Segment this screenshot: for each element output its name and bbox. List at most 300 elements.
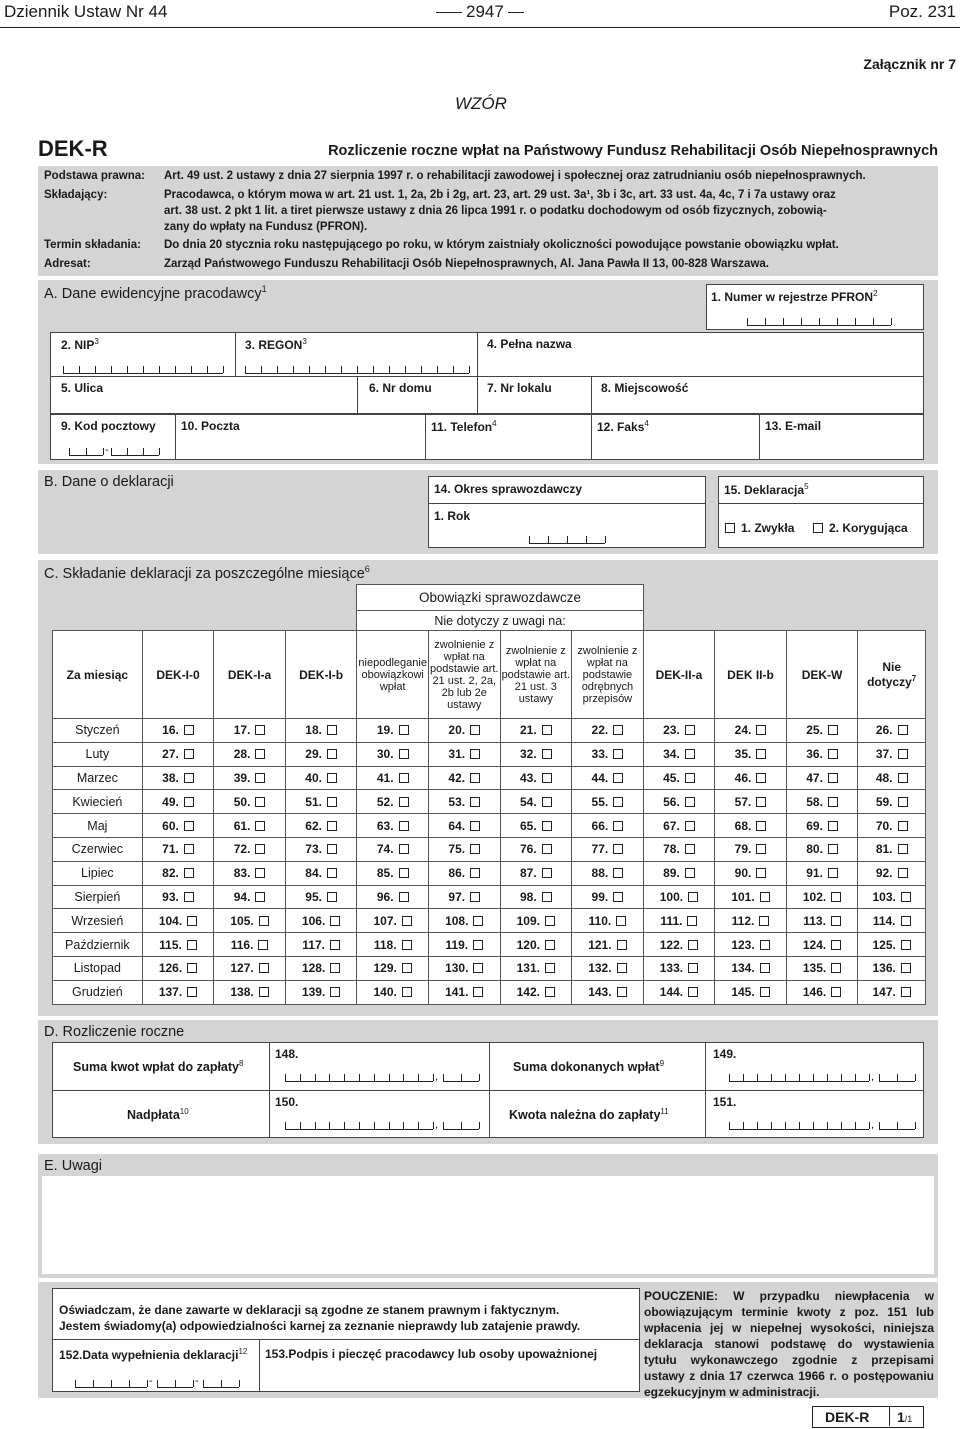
checkbox-icon[interactable] [470, 821, 480, 831]
checkbox-icon[interactable] [473, 963, 483, 973]
checkbox-icon[interactable] [898, 749, 908, 759]
checkbox-icon[interactable] [756, 868, 766, 878]
checkbox-icon[interactable] [898, 844, 908, 854]
checkbox-icon[interactable] [831, 963, 841, 973]
checkbox-icon[interactable] [756, 725, 766, 735]
checkbox-icon[interactable] [399, 773, 409, 783]
option-corrective[interactable]: 2. Korygująca [813, 521, 908, 535]
checkbox-icon[interactable] [258, 940, 268, 950]
month-checkbox-cell[interactable] [357, 790, 429, 814]
month-checkbox-cell[interactable] [786, 814, 858, 838]
month-checkbox-cell[interactable] [858, 837, 926, 861]
checkbox-icon[interactable] [688, 963, 698, 973]
checkbox-icon[interactable] [759, 916, 769, 926]
month-checkbox-cell[interactable] [572, 956, 644, 980]
checkbox-icon[interactable] [399, 868, 409, 878]
month-checkbox-cell[interactable] [142, 861, 214, 885]
month-checkbox-cell[interactable] [858, 885, 926, 909]
checkbox-icon[interactable] [613, 868, 623, 878]
month-checkbox-cell[interactable] [572, 814, 644, 838]
month-checkbox-cell[interactable] [500, 956, 572, 980]
checkbox-icon[interactable] [831, 916, 841, 926]
checkbox-icon[interactable] [685, 773, 695, 783]
checkbox-icon[interactable] [828, 725, 838, 735]
month-checkbox-cell[interactable] [428, 719, 500, 743]
month-checkbox-cell[interactable] [214, 766, 286, 790]
checkbox-icon[interactable] [470, 725, 480, 735]
checkbox-icon[interactable] [756, 821, 766, 831]
digit-input[interactable] [879, 1121, 915, 1130]
checkbox-icon[interactable] [473, 940, 483, 950]
month-checkbox-cell[interactable] [142, 790, 214, 814]
checkbox-icon[interactable] [760, 940, 770, 950]
month-checkbox-cell[interactable] [214, 742, 286, 766]
field-151[interactable]: 151. [713, 1095, 737, 1109]
checkbox-icon[interactable] [613, 892, 623, 902]
checkbox-icon[interactable] [399, 844, 409, 854]
digit-input[interactable] [69, 447, 103, 456]
email-field[interactable]: 13. E-mail [765, 419, 822, 433]
month-checkbox-cell[interactable] [500, 909, 572, 933]
checkbox-icon[interactable] [255, 821, 265, 831]
month-checkbox-cell[interactable] [428, 814, 500, 838]
month-checkbox-cell[interactable] [715, 742, 787, 766]
checkbox-icon[interactable] [828, 749, 838, 759]
checkbox-icon[interactable] [470, 868, 480, 878]
checkbox-icon[interactable] [613, 749, 623, 759]
checkbox-icon[interactable] [760, 987, 770, 997]
month-checkbox-cell[interactable] [715, 933, 787, 957]
checkbox-icon[interactable] [898, 773, 908, 783]
month-checkbox-cell[interactable] [214, 837, 286, 861]
month-checkbox-cell[interactable] [285, 742, 357, 766]
month-checkbox-cell[interactable] [858, 719, 926, 743]
digit-input[interactable] [879, 1073, 915, 1082]
checkbox-icon[interactable] [831, 940, 841, 950]
month-checkbox-cell[interactable] [858, 980, 926, 1004]
digit-input[interactable] [63, 365, 223, 374]
month-checkbox-cell[interactable] [500, 980, 572, 1004]
checkbox-icon[interactable] [255, 773, 265, 783]
checkbox-icon[interactable] [898, 821, 908, 831]
month-checkbox-cell[interactable] [715, 766, 787, 790]
checkbox-icon[interactable] [760, 963, 770, 973]
month-checkbox-cell[interactable] [786, 861, 858, 885]
checkbox-icon[interactable] [901, 916, 911, 926]
month-checkbox-cell[interactable] [858, 790, 926, 814]
checkbox-icon[interactable] [184, 725, 194, 735]
month-checkbox-cell[interactable] [715, 719, 787, 743]
month-checkbox-cell[interactable] [214, 980, 286, 1004]
month-checkbox-cell[interactable] [858, 933, 926, 957]
checkbox-icon[interactable] [470, 773, 480, 783]
checkbox-icon[interactable] [688, 940, 698, 950]
checkbox-icon[interactable] [184, 844, 194, 854]
month-checkbox-cell[interactable] [285, 719, 357, 743]
month-checkbox-cell[interactable] [572, 790, 644, 814]
month-checkbox-cell[interactable] [643, 766, 715, 790]
checkbox-icon[interactable] [901, 940, 911, 950]
month-checkbox-cell[interactable] [214, 814, 286, 838]
checkbox-icon[interactable] [259, 987, 269, 997]
remarks-field[interactable] [42, 1176, 934, 1274]
month-checkbox-cell[interactable] [643, 790, 715, 814]
apartment-number-field[interactable]: 7. Nr lokalu [487, 381, 552, 395]
month-checkbox-cell[interactable] [285, 837, 357, 861]
checkbox-icon[interactable] [402, 987, 412, 997]
checkbox-icon[interactable] [831, 892, 841, 902]
month-checkbox-cell[interactable] [142, 933, 214, 957]
checkbox-icon[interactable] [687, 916, 697, 926]
month-checkbox-cell[interactable] [858, 956, 926, 980]
month-checkbox-cell[interactable] [572, 909, 644, 933]
month-checkbox-cell[interactable] [285, 885, 357, 909]
month-checkbox-cell[interactable] [643, 933, 715, 957]
month-checkbox-cell[interactable] [142, 980, 214, 1004]
checkbox-icon[interactable] [545, 963, 555, 973]
month-checkbox-cell[interactable] [214, 790, 286, 814]
month-checkbox-cell[interactable] [572, 766, 644, 790]
month-checkbox-cell[interactable] [786, 933, 858, 957]
checkbox-icon[interactable] [542, 844, 552, 854]
checkbox-icon[interactable] [617, 987, 627, 997]
month-checkbox-cell[interactable] [142, 956, 214, 980]
checkbox-icon[interactable] [898, 725, 908, 735]
checkbox-icon[interactable] [327, 844, 337, 854]
checkbox-icon[interactable] [542, 773, 552, 783]
field-149[interactable]: 149. [713, 1047, 737, 1061]
month-checkbox-cell[interactable] [643, 909, 715, 933]
checkbox-icon[interactable] [327, 725, 337, 735]
checkbox-icon[interactable] [542, 821, 552, 831]
checkbox-icon[interactable] [613, 725, 623, 735]
checkbox-icon[interactable] [327, 868, 337, 878]
checkbox-icon[interactable] [402, 940, 412, 950]
month-checkbox-cell[interactable] [786, 719, 858, 743]
checkbox-icon[interactable] [617, 963, 627, 973]
checkbox-icon[interactable] [470, 749, 480, 759]
house-number-field[interactable]: 6. Nr domu [369, 381, 432, 395]
month-checkbox-cell[interactable] [428, 766, 500, 790]
checkbox-icon[interactable] [399, 725, 409, 735]
checkbox-icon[interactable] [187, 987, 197, 997]
month-checkbox-cell[interactable] [500, 861, 572, 885]
signature-field[interactable]: 153.Podpis i pieczęć pracodawcy lub osoby upoważnionej [265, 1347, 598, 1361]
month-checkbox-cell[interactable] [142, 742, 214, 766]
month-checkbox-cell[interactable] [214, 933, 286, 957]
month-checkbox-cell[interactable] [142, 837, 214, 861]
month-checkbox-cell[interactable] [357, 933, 429, 957]
month-checkbox-cell[interactable] [500, 933, 572, 957]
checkbox-icon[interactable] [901, 963, 911, 973]
checkbox-icon[interactable] [399, 797, 409, 807]
checkbox-icon[interactable] [616, 916, 626, 926]
month-checkbox-cell[interactable] [428, 885, 500, 909]
checkbox-icon[interactable] [756, 773, 766, 783]
checkbox-icon[interactable] [470, 892, 480, 902]
month-checkbox-cell[interactable] [786, 766, 858, 790]
checkbox-icon[interactable] [184, 821, 194, 831]
checkbox-icon[interactable] [255, 844, 265, 854]
month-checkbox-cell[interactable] [357, 837, 429, 861]
month-checkbox-cell[interactable] [142, 885, 214, 909]
checkbox-icon[interactable] [184, 868, 194, 878]
checkbox-icon[interactable] [828, 821, 838, 831]
checkbox-icon[interactable] [402, 963, 412, 973]
checkbox-icon[interactable] [255, 725, 265, 735]
checkbox-icon[interactable] [255, 749, 265, 759]
month-checkbox-cell[interactable] [142, 766, 214, 790]
checkbox-icon[interactable] [688, 892, 698, 902]
month-checkbox-cell[interactable] [643, 742, 715, 766]
checkbox-icon[interactable] [613, 797, 623, 807]
month-checkbox-cell[interactable] [357, 719, 429, 743]
checkbox-icon[interactable] [831, 987, 841, 997]
digit-input[interactable] [203, 1379, 239, 1388]
postal-code-field[interactable]: 9. Kod pocztowy [61, 419, 156, 433]
option-regular[interactable]: 1. Zwykła [725, 521, 794, 535]
checkbox-icon[interactable] [898, 868, 908, 878]
checkbox-icon[interactable] [756, 797, 766, 807]
checkbox-icon[interactable] [327, 892, 337, 902]
field-148[interactable]: 148. [275, 1047, 299, 1061]
month-checkbox-cell[interactable] [285, 766, 357, 790]
checkbox-icon[interactable] [542, 797, 552, 807]
checkbox-icon[interactable] [402, 916, 412, 926]
checkbox-icon[interactable] [901, 987, 911, 997]
month-checkbox-cell[interactable] [214, 861, 286, 885]
month-checkbox-cell[interactable] [357, 766, 429, 790]
month-checkbox-cell[interactable] [428, 980, 500, 1004]
month-checkbox-cell[interactable] [285, 909, 357, 933]
checkbox-icon[interactable] [184, 892, 194, 902]
month-checkbox-cell[interactable] [142, 814, 214, 838]
phone-field[interactable]: 11. Telefon$^4$ [431, 419, 497, 434]
year-input[interactable] [529, 535, 605, 544]
checkbox-icon[interactable] [184, 749, 194, 759]
checkbox-icon[interactable] [756, 749, 766, 759]
checkbox-icon[interactable] [828, 844, 838, 854]
checkbox-icon[interactable] [399, 821, 409, 831]
month-checkbox-cell[interactable] [357, 909, 429, 933]
checkbox-icon[interactable] [828, 868, 838, 878]
month-checkbox-cell[interactable] [500, 742, 572, 766]
month-checkbox-cell[interactable] [285, 790, 357, 814]
month-checkbox-cell[interactable] [214, 909, 286, 933]
digit-input[interactable] [729, 1073, 869, 1082]
month-checkbox-cell[interactable] [500, 814, 572, 838]
checkbox-icon[interactable] [473, 916, 483, 926]
street-field[interactable]: 5. Ulica [61, 381, 104, 395]
month-checkbox-cell[interactable] [715, 956, 787, 980]
month-checkbox-cell[interactable] [500, 719, 572, 743]
month-checkbox-cell[interactable] [285, 956, 357, 980]
fax-field[interactable]: 12. Faks$^4$ [597, 419, 649, 434]
checkbox-icon[interactable] [470, 797, 480, 807]
checkbox-icon[interactable] [685, 868, 695, 878]
checkbox-icon[interactable] [470, 844, 480, 854]
checkbox-icon[interactable] [613, 821, 623, 831]
month-checkbox-cell[interactable] [715, 885, 787, 909]
checkbox-icon[interactable] [255, 892, 265, 902]
checkbox-icon[interactable] [473, 987, 483, 997]
month-checkbox-cell[interactable] [572, 980, 644, 1004]
month-checkbox-cell[interactable] [643, 861, 715, 885]
month-checkbox-cell[interactable] [214, 885, 286, 909]
digit-input[interactable] [111, 447, 159, 456]
checkbox-icon[interactable] [327, 773, 337, 783]
month-checkbox-cell[interactable] [500, 766, 572, 790]
month-checkbox-cell[interactable] [858, 861, 926, 885]
month-checkbox-cell[interactable] [715, 909, 787, 933]
month-checkbox-cell[interactable] [142, 909, 214, 933]
month-checkbox-cell[interactable] [786, 837, 858, 861]
pfron-number-field[interactable]: 1. Numer w rejestrze PFRON$^2$ [706, 284, 924, 330]
checkbox-icon[interactable] [259, 963, 269, 973]
checkbox-icon[interactable] [187, 963, 197, 973]
month-checkbox-cell[interactable] [428, 933, 500, 957]
month-checkbox-cell[interactable] [786, 909, 858, 933]
month-checkbox-cell[interactable] [572, 719, 644, 743]
city-field[interactable]: 8. Miejscowość [601, 381, 689, 395]
checkbox-icon[interactable] [255, 797, 265, 807]
month-checkbox-cell[interactable] [572, 885, 644, 909]
month-checkbox-cell[interactable] [500, 837, 572, 861]
post-office-field[interactable]: 10. Poczta [181, 419, 240, 433]
month-checkbox-cell[interactable] [428, 742, 500, 766]
checkbox-icon[interactable] [184, 773, 194, 783]
checkbox-icon[interactable] [542, 725, 552, 735]
month-checkbox-cell[interactable] [786, 956, 858, 980]
checkbox-icon[interactable] [685, 844, 695, 854]
month-checkbox-cell[interactable] [715, 980, 787, 1004]
checkbox-icon[interactable] [828, 773, 838, 783]
month-checkbox-cell[interactable] [500, 885, 572, 909]
checkbox-icon[interactable] [542, 868, 552, 878]
checkbox-icon[interactable] [685, 821, 695, 831]
month-checkbox-cell[interactable] [285, 814, 357, 838]
month-checkbox-cell[interactable] [786, 980, 858, 1004]
checkbox-icon[interactable] [685, 725, 695, 735]
month-checkbox-cell[interactable] [643, 837, 715, 861]
month-checkbox-cell[interactable] [357, 885, 429, 909]
month-checkbox-cell[interactable] [357, 980, 429, 1004]
month-checkbox-cell[interactable] [285, 980, 357, 1004]
month-checkbox-cell[interactable] [572, 742, 644, 766]
checkbox-icon[interactable] [542, 892, 552, 902]
month-checkbox-cell[interactable] [643, 719, 715, 743]
month-checkbox-cell[interactable] [214, 719, 286, 743]
checkbox-icon[interactable] [898, 797, 908, 807]
month-checkbox-cell[interactable] [214, 956, 286, 980]
checkbox-icon[interactable] [760, 892, 770, 902]
checkbox-icon[interactable] [327, 821, 337, 831]
month-checkbox-cell[interactable] [786, 790, 858, 814]
month-checkbox-cell[interactable] [786, 885, 858, 909]
month-checkbox-cell[interactable] [643, 885, 715, 909]
full-name-field[interactable]: 4. Pełna nazwa [487, 337, 572, 351]
month-checkbox-cell[interactable] [715, 814, 787, 838]
month-checkbox-cell[interactable] [786, 742, 858, 766]
month-checkbox-cell[interactable] [428, 837, 500, 861]
checkbox-icon[interactable] [187, 940, 197, 950]
month-checkbox-cell[interactable] [357, 742, 429, 766]
checkbox-icon[interactable] [901, 892, 911, 902]
checkbox-icon[interactable] [330, 963, 340, 973]
checkbox-icon[interactable] [330, 987, 340, 997]
digit-input[interactable] [157, 1379, 193, 1388]
month-checkbox-cell[interactable] [572, 861, 644, 885]
checkbox-icon[interactable] [399, 892, 409, 902]
checkbox-icon[interactable] [255, 868, 265, 878]
month-checkbox-cell[interactable] [285, 933, 357, 957]
digit-input[interactable] [443, 1073, 479, 1082]
regon-field[interactable]: 3. REGON$^3$ [245, 337, 307, 352]
checkbox-icon[interactable] [828, 797, 838, 807]
fill-date-field[interactable]: 152.Data wypełnienia deklaracji$^{12}$ [59, 1347, 248, 1362]
month-checkbox-cell[interactable] [428, 861, 500, 885]
checkbox-icon[interactable] [542, 749, 552, 759]
month-checkbox-cell[interactable] [572, 933, 644, 957]
checkbox-icon[interactable] [399, 749, 409, 759]
month-checkbox-cell[interactable] [715, 861, 787, 885]
digit-input[interactable] [747, 317, 891, 326]
month-checkbox-cell[interactable] [858, 742, 926, 766]
checkbox-icon[interactable] [685, 797, 695, 807]
digit-input[interactable] [443, 1121, 479, 1130]
month-checkbox-cell[interactable] [285, 861, 357, 885]
month-checkbox-cell[interactable] [643, 980, 715, 1004]
digit-input[interactable] [245, 365, 469, 374]
checkbox-icon[interactable] [685, 749, 695, 759]
checkbox-icon[interactable] [756, 844, 766, 854]
month-checkbox-cell[interactable] [357, 814, 429, 838]
nip-field[interactable]: 2. NIP$^3$ [61, 337, 99, 352]
month-checkbox-cell[interactable] [715, 837, 787, 861]
digit-input[interactable] [285, 1073, 433, 1082]
month-checkbox-cell[interactable] [572, 837, 644, 861]
month-checkbox-cell[interactable] [357, 956, 429, 980]
month-checkbox-cell[interactable] [858, 766, 926, 790]
checkbox-icon[interactable] [327, 797, 337, 807]
checkbox-icon[interactable] [259, 916, 269, 926]
checkbox-icon[interactable] [545, 940, 555, 950]
checkbox-icon[interactable] [613, 844, 623, 854]
checkbox-icon[interactable] [330, 940, 340, 950]
month-checkbox-cell[interactable] [428, 956, 500, 980]
digit-input[interactable] [285, 1121, 433, 1130]
checkbox-icon[interactable] [545, 916, 555, 926]
month-checkbox-cell[interactable] [715, 790, 787, 814]
month-checkbox-cell[interactable] [357, 861, 429, 885]
month-checkbox-cell[interactable] [428, 909, 500, 933]
checkbox-icon[interactable] [330, 916, 340, 926]
checkbox-icon[interactable] [187, 916, 197, 926]
digit-input[interactable] [75, 1379, 147, 1388]
checkbox-icon[interactable] [545, 987, 555, 997]
month-checkbox-cell[interactable] [858, 909, 926, 933]
month-checkbox-cell[interactable] [142, 719, 214, 743]
checkbox-icon[interactable] [184, 797, 194, 807]
digit-input[interactable] [729, 1121, 869, 1130]
checkbox-icon[interactable] [613, 773, 623, 783]
month-checkbox-cell[interactable] [643, 956, 715, 980]
month-checkbox-cell[interactable] [500, 790, 572, 814]
checkbox-icon[interactable] [688, 987, 698, 997]
month-checkbox-cell[interactable] [643, 814, 715, 838]
month-checkbox-cell[interactable] [858, 814, 926, 838]
field-150[interactable]: 150. [275, 1095, 299, 1109]
